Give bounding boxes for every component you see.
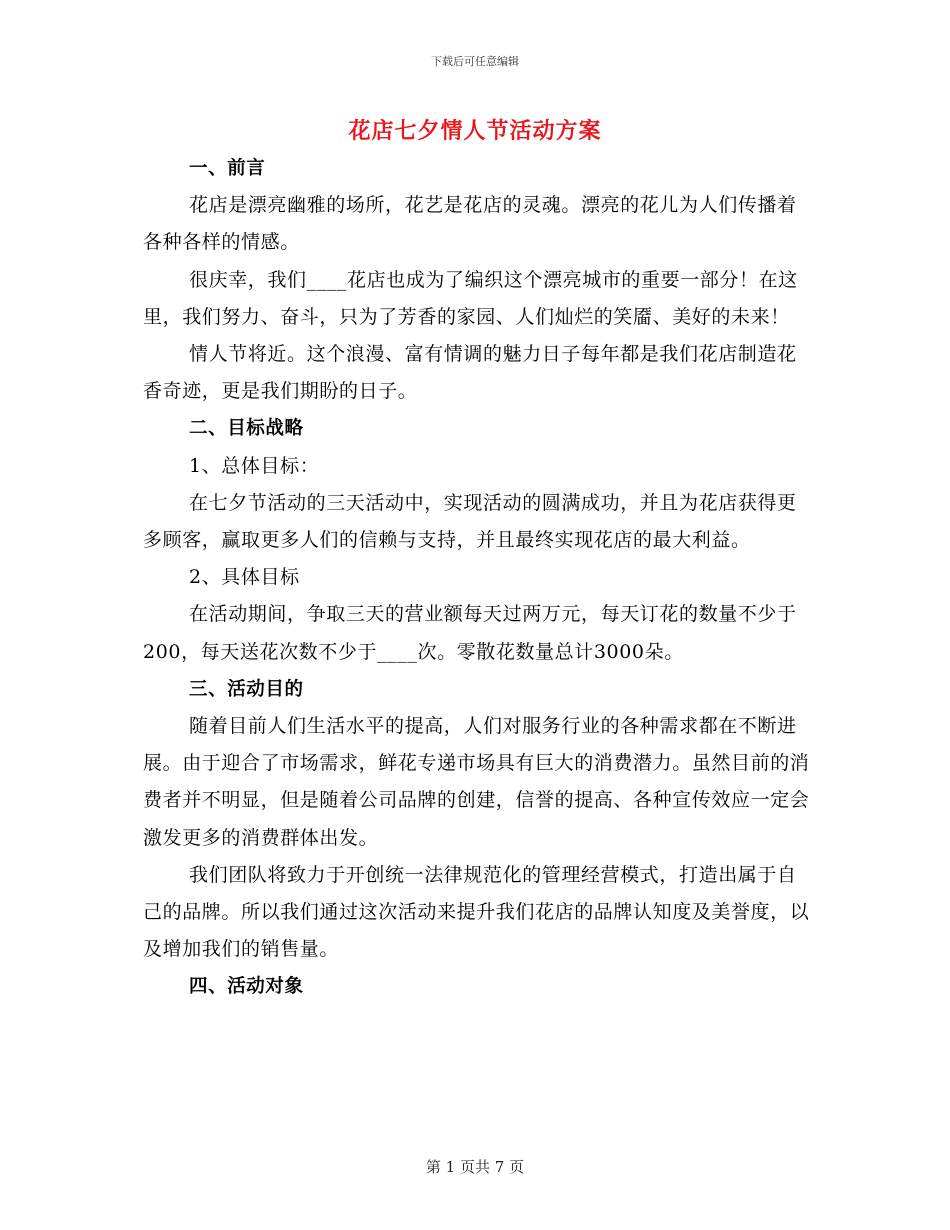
section-heading-goals: 二、目标战略 xyxy=(189,418,304,440)
document-body xyxy=(143,150,815,1006)
paragraph: 很庆幸，我们____花店也成为了编织这个漂亮城市的重要一部分！在这里，我们努力、奋斗，只为了芳香的家园、人们灿烂的笑靥、美好的未来！ xyxy=(143,268,798,328)
section-heading-audience: 四、活动对象 xyxy=(189,976,304,998)
paragraph: 在七夕节活动的三天活动中，实现活动的圆满成功，并且为花店获得更多顾客，赢取更多人们的信赖与支持，并且最终实现花店的最大利益。 xyxy=(143,491,797,552)
page-header-note: 下载后可任意编辑 xyxy=(431,55,519,68)
paragraph: 在活动期间，争取三天的营业额每天过两万元，每天订花的数量不少于200，每天送花次数不少于____次。零散花数量总计3000朵。 xyxy=(143,603,797,663)
paragraph: 情人节将近。这个浪漫、富有情调的魅力日子每年都是我们花店制造花香奇迹，更是我们期盼的日子。 xyxy=(143,343,797,403)
paragraph: 随着目前人们生活水平的提高，人们对服务行业的各种需求都在不断进展。由于迎合了市场需求，鲜花专递市场具有巨大的消费潜力。虽然目前的消费者并不明显，但是随着公司品牌的创建，信誉的提高、各种宣传效应一定会激发更多的消费群体出发。 xyxy=(143,715,810,849)
paragraph: 花店是漂亮幽雅的场所，花艺是花店的灵魂。漂亮的花儿为人们传播着各种各样的情感。 xyxy=(143,194,797,254)
subheading-specific-goal: 2、具体目标 xyxy=(189,566,300,589)
section-heading-preface: 一、前言 xyxy=(189,158,266,179)
paragraph: 我们团队将致力于开创统一法律规范化的管理经营模式，打造出属于自己的品牌。所以我们通过这次活动来提升我们花店的品牌认知度及美誉度，以及增加我们的销售量。 xyxy=(143,863,810,961)
section-heading-purpose: 三、活动目的 xyxy=(189,678,304,700)
page-footer-number: 第 1 页共 7 页 xyxy=(425,1158,525,1176)
document-title: 花店七夕情人节活动方案 xyxy=(348,118,602,144)
subheading-overall-goal: 1、总体目标： xyxy=(189,454,320,477)
